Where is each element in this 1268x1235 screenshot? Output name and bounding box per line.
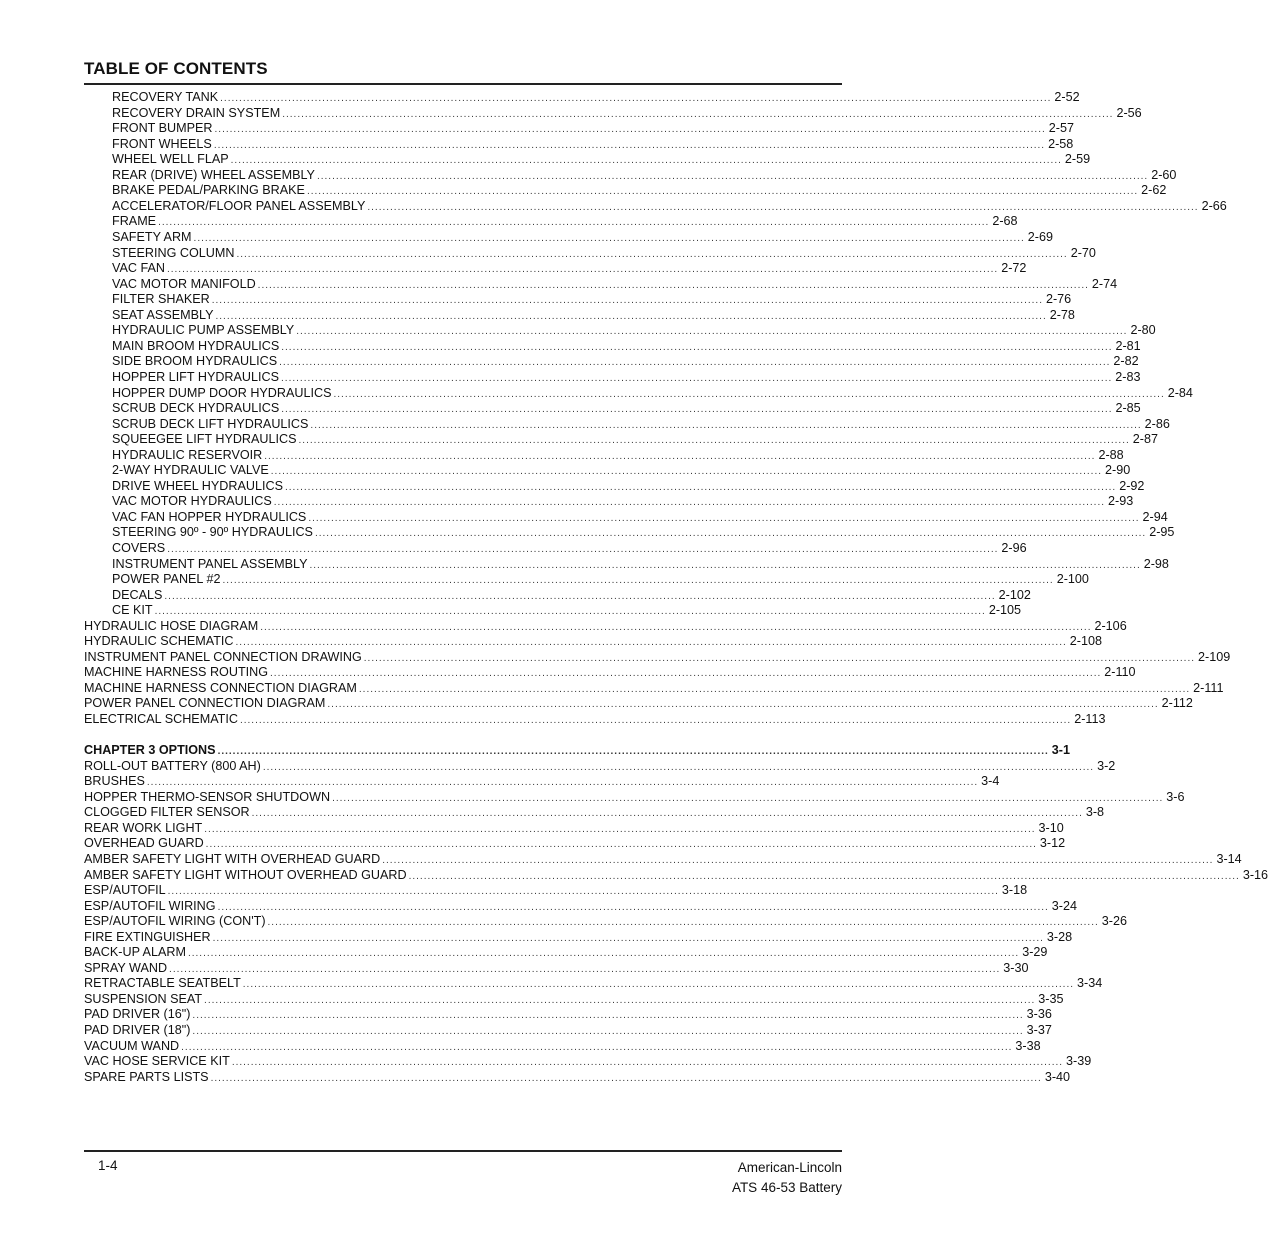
toc-entry-page: 2-66 xyxy=(1201,198,1227,213)
toc-entry xyxy=(112,198,1227,214)
toc-entry xyxy=(84,712,1106,727)
footer-page-number: 1-4 xyxy=(98,1158,118,1173)
toc-entry xyxy=(84,1038,1041,1054)
toc-entry-page: 2-93 xyxy=(1108,494,1134,509)
toc-leader-dots: ............................................................................................................................................................................................................................ xyxy=(146,777,979,789)
toc-leader-dots: ............................................................................................................................................................................................................................ xyxy=(187,948,1020,960)
toc-entry-page: 2-111 xyxy=(1193,680,1224,695)
toc-entry-title: FRONT WHEELS xyxy=(112,136,212,151)
toc-entry xyxy=(84,867,1268,883)
toc-entry xyxy=(84,929,1073,945)
footer-rule xyxy=(84,1150,842,1152)
toc-entry-page: 2-58 xyxy=(1048,136,1074,151)
toc-entry xyxy=(112,136,1074,152)
toc-entry xyxy=(84,851,1242,867)
toc-entry-page: 2-68 xyxy=(992,214,1018,229)
toc-entry xyxy=(84,696,1193,711)
toc-entry xyxy=(84,743,1070,758)
toc-entry xyxy=(84,1007,1052,1022)
toc-entry xyxy=(84,976,1103,991)
toc-entry xyxy=(84,1054,1092,1069)
toc-leader-dots: ............................................................................................................................................................................................................................ xyxy=(333,388,1165,400)
toc-entry-page: 3-26 xyxy=(1101,914,1127,929)
toc-entry-title: STEERING 90º - 90º HYDRAULICS xyxy=(112,525,313,540)
toc-entry-title: SUSPENSION SEAT xyxy=(84,991,203,1006)
toc-entry xyxy=(84,680,1224,696)
toc-entry xyxy=(84,883,1028,898)
toc-leader-dots: ............................................................................................................................................................................................................................ xyxy=(158,217,990,229)
toc-leader-dots: ............................................................................................................................................................................................................................ xyxy=(327,699,1159,711)
toc-leader-dots: ............................................................................................................................................................................................................................ xyxy=(310,419,1142,431)
toc-leader-dots: ............................................................................................................................................................................................................................ xyxy=(262,761,1095,773)
toc-entry xyxy=(112,509,1168,525)
toc-entry-title: DRIVE WHEEL HYDRAULICS xyxy=(112,478,283,493)
toc-entry xyxy=(84,914,1127,929)
toc-entry-page: 2-95 xyxy=(1149,525,1175,540)
toc-leader-dots: ............................................................................................................................................................................................................................ xyxy=(242,979,1074,991)
toc-entry xyxy=(112,494,1134,509)
toc-entry-page: 2-78 xyxy=(1049,307,1075,322)
toc-leader-dots: ............................................................................................................................................................................................................................ xyxy=(308,512,1140,524)
toc-leader-dots: ............................................................................................................................................................................................................................ xyxy=(215,310,1047,322)
toc-entry-page: 2-82 xyxy=(1113,354,1139,369)
toc-leader-dots: ............................................................................................................................................................................................................................ xyxy=(279,357,1111,369)
toc-entry xyxy=(112,121,1074,136)
toc-entry-title: POWER PANEL #2 xyxy=(112,572,221,587)
toc-entry-page: 2-88 xyxy=(1098,447,1124,462)
toc-entry-page: 3-35 xyxy=(1038,991,1064,1006)
toc-leader-dots: ............................................................................................................................................................................................................................ xyxy=(230,155,1062,167)
toc-entry-page: 2-100 xyxy=(1056,572,1089,587)
toc-entry-title: 2-WAY HYDRAULIC VALVE xyxy=(112,463,269,478)
toc-entry xyxy=(84,945,1048,960)
toc-entry-title: PAD DRIVER (16") xyxy=(84,1007,191,1022)
toc-entry-title: WHEEL WELL FLAP xyxy=(112,152,229,167)
toc-entry-page: 2-52 xyxy=(1054,90,1080,104)
toc-entry-page: 3-28 xyxy=(1046,929,1073,944)
toc-entry xyxy=(112,323,1156,338)
toc-entry xyxy=(112,541,1027,556)
toc-entry-title: ROLL-OUT BATTERY (800 AH) xyxy=(84,758,261,773)
toc-entry-page: 2-102 xyxy=(998,587,1031,602)
toc-entry-title: ESP/AUTOFIL xyxy=(84,883,166,897)
toc-leader-dots: ............................................................................................................................................................................................................................ xyxy=(220,93,1052,104)
toc-leader-dots: ............................................................................................................................................................................................................................ xyxy=(231,1057,1064,1069)
toc-entry xyxy=(112,369,1141,385)
toc-entry-page: 3-2 xyxy=(1097,758,1116,773)
toc-leader-dots: ............................................................................................................................................................................................................................ xyxy=(367,201,1199,213)
toc-entry xyxy=(112,338,1141,354)
toc-leader-dots: ............................................................................................................................................................................................................................ xyxy=(211,295,1043,307)
toc-entry-page: 3-1 xyxy=(1051,743,1070,758)
toc-entry-page: 3-36 xyxy=(1026,1007,1052,1022)
page-title: TABLE OF CONTENTS xyxy=(84,59,268,78)
toc-entry-title: HYDRAULIC SCHEMATIC xyxy=(84,634,234,649)
toc-entry-page: 2-87 xyxy=(1132,432,1158,447)
toc-entry-page: 2-60 xyxy=(1151,167,1177,182)
toc-entry xyxy=(112,416,1170,432)
toc-entry-title: SAFETY ARM xyxy=(112,229,192,244)
toc-leader-dots: ............................................................................................................................................................................................................................ xyxy=(270,466,1102,478)
toc-entry xyxy=(84,898,1078,914)
toc-leader-dots: ............................................................................................................................................................................................................................ xyxy=(358,683,1191,695)
toc-leader-dots: ............................................................................................................................................................................................................................ xyxy=(193,232,1025,244)
toc-leader-dots: ............................................................................................................................................................................................................................ xyxy=(235,637,1067,649)
toc-entry-page: 2-70 xyxy=(1070,245,1096,260)
toc-entry-title: ACCELERATOR/FLOOR PANEL ASSEMBLY xyxy=(112,198,366,213)
toc-entry-title: MACHINE HARNESS ROUTING xyxy=(84,665,269,680)
toc-entry-page: 3-10 xyxy=(1038,820,1064,835)
toc-leader-dots: ............................................................................................................................................................................................................................ xyxy=(309,559,1141,571)
toc-leader-dots: ............................................................................................................................................................................................................................ xyxy=(267,917,1099,929)
toc-entry-title: HOPPER LIFT HYDRAULICS xyxy=(112,369,280,384)
toc-leader-dots: ............................................................................................................................................................................................................................ xyxy=(314,528,1147,540)
toc-entry-title: SCRUB DECK LIFT HYDRAULICS xyxy=(112,416,309,431)
toc-entry-page: 3-29 xyxy=(1022,945,1048,960)
toc-entry-page: 2-86 xyxy=(1144,416,1170,431)
toc-entry-page: 3-40 xyxy=(1044,1069,1071,1084)
toc-entry-title: BACK-UP ALARM xyxy=(84,945,186,960)
footer-brand: American-Lincoln xyxy=(737,1160,842,1175)
toc-entry-title: HYDRAULIC HOSE DIAGRAM xyxy=(84,618,259,633)
toc-entry xyxy=(112,354,1139,369)
toc-entry xyxy=(112,401,1141,416)
toc-leader-dots: ............................................................................................................................................................................................................................ xyxy=(363,652,1196,664)
toc-entry-title: SEAT ASSEMBLY xyxy=(112,307,214,322)
toc-entry-page: 3-18 xyxy=(1001,883,1028,897)
toc-entry-title: SPRAY WAND xyxy=(84,960,168,975)
footer-publisher xyxy=(732,1158,842,1198)
toc-entry-page: 2-56 xyxy=(1116,105,1142,120)
toc-entry xyxy=(84,991,1064,1007)
toc-leader-dots: ............................................................................................................................................................................................................................ xyxy=(296,326,1128,338)
toc-entry xyxy=(112,183,1167,198)
toc-entry xyxy=(112,432,1158,447)
toc-entry-page: 2-108 xyxy=(1069,634,1102,649)
toc-leader-dots: ............................................................................................................................................................................................................................ xyxy=(204,823,1036,835)
toc-entry-title: CE KIT xyxy=(112,603,153,618)
toc-entry-page: 2-74 xyxy=(1091,276,1118,291)
toc-entry-page: 3-37 xyxy=(1026,1023,1052,1037)
toc-entry-title: AMBER SAFETY LIGHT WITHOUT OVERHEAD GUARD xyxy=(84,867,407,882)
toc-leader-dots: ............................................................................................................................................................................................................................ xyxy=(169,963,1001,975)
toc-entry-title: CHAPTER 3 OPTIONS xyxy=(84,743,216,758)
toc-entry xyxy=(84,1069,1071,1085)
toc-entry-page: 3-39 xyxy=(1066,1054,1092,1069)
toc-entry-title: INSTRUMENT PANEL CONNECTION DRAWING xyxy=(84,649,362,664)
toc-entry xyxy=(84,774,1000,789)
toc-entry-title: FIRE EXTINGUISHER xyxy=(84,929,211,944)
toc-entry-title: VACUUM WAND xyxy=(84,1038,180,1053)
toc-leader-dots: ............................................................................................................................................................................................................................ xyxy=(217,901,1049,913)
toc-entry xyxy=(112,556,1169,572)
toc-leader-dots: ............................................................................................................................................................................................................................ xyxy=(167,544,999,555)
toc-entry-page: 3-14 xyxy=(1216,851,1242,866)
toc-leader-dots: ............................................................................................................................................................................................................................ xyxy=(284,481,1117,493)
toc-entry xyxy=(84,836,1066,851)
toc-entry-title: BRAKE PEDAL/PARKING BRAKE xyxy=(112,183,305,198)
toc-entry xyxy=(112,152,1091,167)
toc-entry-title: MAIN BROOM HYDRAULICS xyxy=(112,338,280,353)
toc-entry-title: BRUSHES xyxy=(84,774,145,789)
toc-leader-dots: ............................................................................................................................................................................................................................ xyxy=(164,590,996,602)
toc-leader-dots: ............................................................................................................................................................................................................................ xyxy=(214,124,1046,136)
toc-entry-page: 3-38 xyxy=(1015,1038,1041,1053)
toc-leader-dots: ............................................................................................................................................................................................................................ xyxy=(281,341,1113,353)
toc-entry-title: REAR WORK LIGHT xyxy=(84,820,203,835)
toc-entry-page: 3-8 xyxy=(1085,805,1105,820)
toc-leader-dots: ............................................................................................................................................................................................................................ xyxy=(239,715,1072,726)
toc-leader-dots: ............................................................................................................................................................................................................................ xyxy=(316,170,1149,182)
toc-entry-page: 2-84 xyxy=(1167,385,1193,400)
toc-entry-page: 2-94 xyxy=(1142,509,1168,524)
toc-entry-page: 2-81 xyxy=(1115,338,1141,353)
toc-entry xyxy=(84,820,1064,836)
toc-entry xyxy=(112,245,1096,261)
toc-entry xyxy=(84,960,1029,976)
toc-leader-dots: ............................................................................................................................................................................................................................ xyxy=(154,606,986,618)
toc-entry-page: 2-59 xyxy=(1064,152,1091,167)
toc-entry xyxy=(112,478,1145,494)
toc-entry xyxy=(112,292,1072,307)
toc-entry xyxy=(112,261,1027,276)
toc-entry xyxy=(112,447,1124,463)
toc-leader-dots: ............................................................................................................................................................................................................................ xyxy=(181,1041,1013,1053)
toc-entry-title: FRONT BUMPER xyxy=(112,121,213,136)
toc-entry-page: 2-92 xyxy=(1119,478,1145,493)
toc-entry xyxy=(112,603,1022,618)
toc-entry-title: OVERHEAD GUARD xyxy=(84,836,204,851)
toc-leader-dots: ............................................................................................................................................................................................................................ xyxy=(166,264,999,276)
header-rule xyxy=(84,83,842,85)
toc-leader-dots: ............................................................................................................................................................................................................................ xyxy=(204,994,1036,1006)
toc-leader-dots: ............................................................................................................................................................................................................................ xyxy=(257,279,1089,291)
toc-entry-page: 3-34 xyxy=(1077,976,1103,991)
toc-entry-title: VAC MOTOR HYDRAULICS xyxy=(112,494,272,509)
toc-leader-dots: ............................................................................................................................................................................................................................ xyxy=(205,839,1037,851)
toc-leader-dots: ............................................................................................................................................................................................................................ xyxy=(167,886,999,897)
toc-entry xyxy=(112,276,1118,292)
toc-entry-title: MACHINE HARNESS CONNECTION DIAGRAM xyxy=(84,680,357,695)
toc-entry-title: CLOGGED FILTER SENSOR xyxy=(84,805,250,820)
toc-entry-title: AMBER SAFETY LIGHT WITH OVERHEAD GUARD xyxy=(84,851,381,866)
toc-entry xyxy=(84,665,1136,680)
toc-entry-page: 2-109 xyxy=(1198,649,1231,664)
toc-entry-title: FILTER SHAKER xyxy=(112,292,210,307)
toc-entry-title: VAC FAN xyxy=(112,261,165,276)
toc-entry-title: VAC MOTOR MANIFOLD xyxy=(112,276,256,291)
toc-entry xyxy=(84,634,1102,649)
toc-entry-title: SIDE BROOM HYDRAULICS xyxy=(112,354,278,369)
toc-entry-page: 3-12 xyxy=(1039,836,1066,851)
toc-entry xyxy=(84,618,1127,634)
toc-entry xyxy=(112,307,1075,323)
toc-entry-title: VAC HOSE SERVICE KIT xyxy=(84,1054,230,1069)
toc-leader-dots: ............................................................................................................................................................................................................................ xyxy=(217,746,1049,758)
toc-entry-title: SPARE PARTS LISTS xyxy=(84,1069,209,1084)
toc-entry xyxy=(112,572,1089,587)
toc-entry-title: POWER PANEL CONNECTION DIAGRAM xyxy=(84,696,326,711)
toc-entry-title: FRAME xyxy=(112,214,157,229)
toc-entry-page: 2-106 xyxy=(1094,618,1127,633)
toc-entry-title: DECALS xyxy=(112,587,163,602)
toc-leader-dots: ............................................................................................................................................................................................................................ xyxy=(332,792,1164,804)
toc-entry-page: 2-112 xyxy=(1161,696,1193,711)
toc-leader-dots: ............................................................................................................................................................................................................................ xyxy=(273,497,1106,509)
toc-entry-title: HOPPER THERMO-SENSOR SHUTDOWN xyxy=(84,789,331,804)
toc-entry xyxy=(112,214,1018,229)
toc-entry-title: PAD DRIVER (18") xyxy=(84,1023,191,1037)
toc-entry-page: 3-16 xyxy=(1242,867,1268,882)
toc-entry xyxy=(112,463,1131,478)
toc-leader-dots: ............................................................................................................................................................................................................................ xyxy=(192,1010,1024,1022)
toc-entry xyxy=(84,1023,1052,1038)
toc-entry-title: SQUEEGEE LIFT HYDRAULICS xyxy=(112,432,297,447)
toc-entry-title: ELECTRICAL SCHEMATIC xyxy=(84,712,238,726)
toc-entry-title: RECOVERY TANK xyxy=(112,90,219,104)
toc-entry-page: 3-4 xyxy=(981,774,1000,789)
toc-leader-dots: ............................................................................................................................................................................................................................ xyxy=(298,435,1130,447)
toc-entry-title: VAC FAN HOPPER HYDRAULICS xyxy=(112,509,307,524)
toc-entry-page: 2-72 xyxy=(1001,261,1027,276)
toc-entry-page: 2-69 xyxy=(1027,229,1053,244)
toc-entry-title: RECOVERY DRAIN SYSTEM xyxy=(112,105,281,120)
toc-entry-page: 2-62 xyxy=(1141,183,1167,198)
toc-entry xyxy=(84,649,1231,665)
toc-leader-dots: ............................................................................................................................................................................................................................ xyxy=(306,186,1139,198)
toc-entry-page: 2-96 xyxy=(1001,541,1027,555)
toc-leader-dots: ............................................................................................................................................................................................................................ xyxy=(260,621,1092,633)
toc-entry xyxy=(84,789,1185,805)
toc-entry-title: HYDRAULIC PUMP ASSEMBLY xyxy=(112,323,295,338)
toc-entry-title: SCRUB DECK HYDRAULICS xyxy=(112,401,280,415)
toc-entry-title: REAR (DRIVE) WHEEL ASSEMBLY xyxy=(112,167,315,182)
toc-entry-page: 2-98 xyxy=(1143,556,1169,571)
toc-entry-title: ESP/AUTOFIL WIRING (CON'T) xyxy=(84,914,266,929)
toc-entry xyxy=(112,587,1031,603)
toc-entry-title: RETRACTABLE SEATBELT xyxy=(84,976,241,991)
toc-entry-title: STEERING COLUMN xyxy=(112,245,235,260)
toc-entry-page: 3-6 xyxy=(1166,789,1185,804)
toc-entry-page: 2-113 xyxy=(1074,712,1106,726)
toc-leader-dots: ............................................................................................................................................................................................................................ xyxy=(213,139,1046,151)
toc-entry-title: ESP/AUTOFIL WIRING xyxy=(84,898,216,913)
toc-entry xyxy=(84,805,1105,820)
toc-entry-page: 2-76 xyxy=(1045,292,1072,307)
toc-leader-dots: ............................................................................................................................................................................................................................ xyxy=(281,372,1113,384)
toc-entry-page: 2-57 xyxy=(1048,121,1074,136)
toc-leader-dots: ............................................................................................................................................................................................................................ xyxy=(192,1026,1024,1037)
toc-entry xyxy=(112,167,1177,183)
toc-entry-page: 2-80 xyxy=(1130,323,1156,338)
toc-leader-dots: ............................................................................................................................................................................................................................ xyxy=(264,450,1096,462)
toc-leader-dots: ............................................................................................................................................................................................................................ xyxy=(281,404,1113,415)
toc-leader-dots: ............................................................................................................................................................................................................................ xyxy=(222,575,1054,587)
toc-leader-dots: ............................................................................................................................................................................................................................ xyxy=(210,1072,1042,1084)
toc-entry xyxy=(112,105,1142,121)
toc-entry-title: HYDRAULIC RESERVOIR xyxy=(112,447,263,462)
toc-leader-dots: ............................................................................................................................................................................................................................ xyxy=(251,808,1083,820)
toc-leader-dots: ............................................................................................................................................................................................................................ xyxy=(382,854,1214,866)
toc-entry-title: INSTRUMENT PANEL ASSEMBLY xyxy=(112,556,308,571)
toc-entry-page: 3-24 xyxy=(1051,898,1078,913)
toc-entry xyxy=(112,90,1080,105)
toc-leader-dots: ............................................................................................................................................................................................................................ xyxy=(212,932,1044,944)
toc-entry xyxy=(112,385,1193,401)
toc-entry-page: 2-90 xyxy=(1105,463,1131,478)
toc-entry-title: HOPPER DUMP DOOR HYDRAULICS xyxy=(112,385,332,400)
toc-entry-page: 3-30 xyxy=(1003,960,1029,975)
footer-model: ATS 46-53 Battery xyxy=(731,1180,842,1195)
toc-leader-dots: ............................................................................................................................................................................................................................ xyxy=(270,668,1102,680)
toc-entry xyxy=(84,758,1116,774)
toc-entry-page: 2-83 xyxy=(1115,369,1141,384)
toc-leader-dots: ............................................................................................................................................................................................................................ xyxy=(282,108,1114,120)
toc-entry-page: 2-85 xyxy=(1115,401,1141,415)
toc-entry xyxy=(112,229,1053,245)
toc-leader-dots: ............................................................................................................................................................................................................................ xyxy=(236,248,1068,260)
toc-entry-page: 2-105 xyxy=(988,603,1022,618)
toc-entry-title: COVERS xyxy=(112,541,166,555)
toc-entry-page: 2-110 xyxy=(1104,665,1136,680)
toc-entry xyxy=(112,525,1175,540)
toc-leader-dots: ............................................................................................................................................................................................................................ xyxy=(408,870,1240,882)
